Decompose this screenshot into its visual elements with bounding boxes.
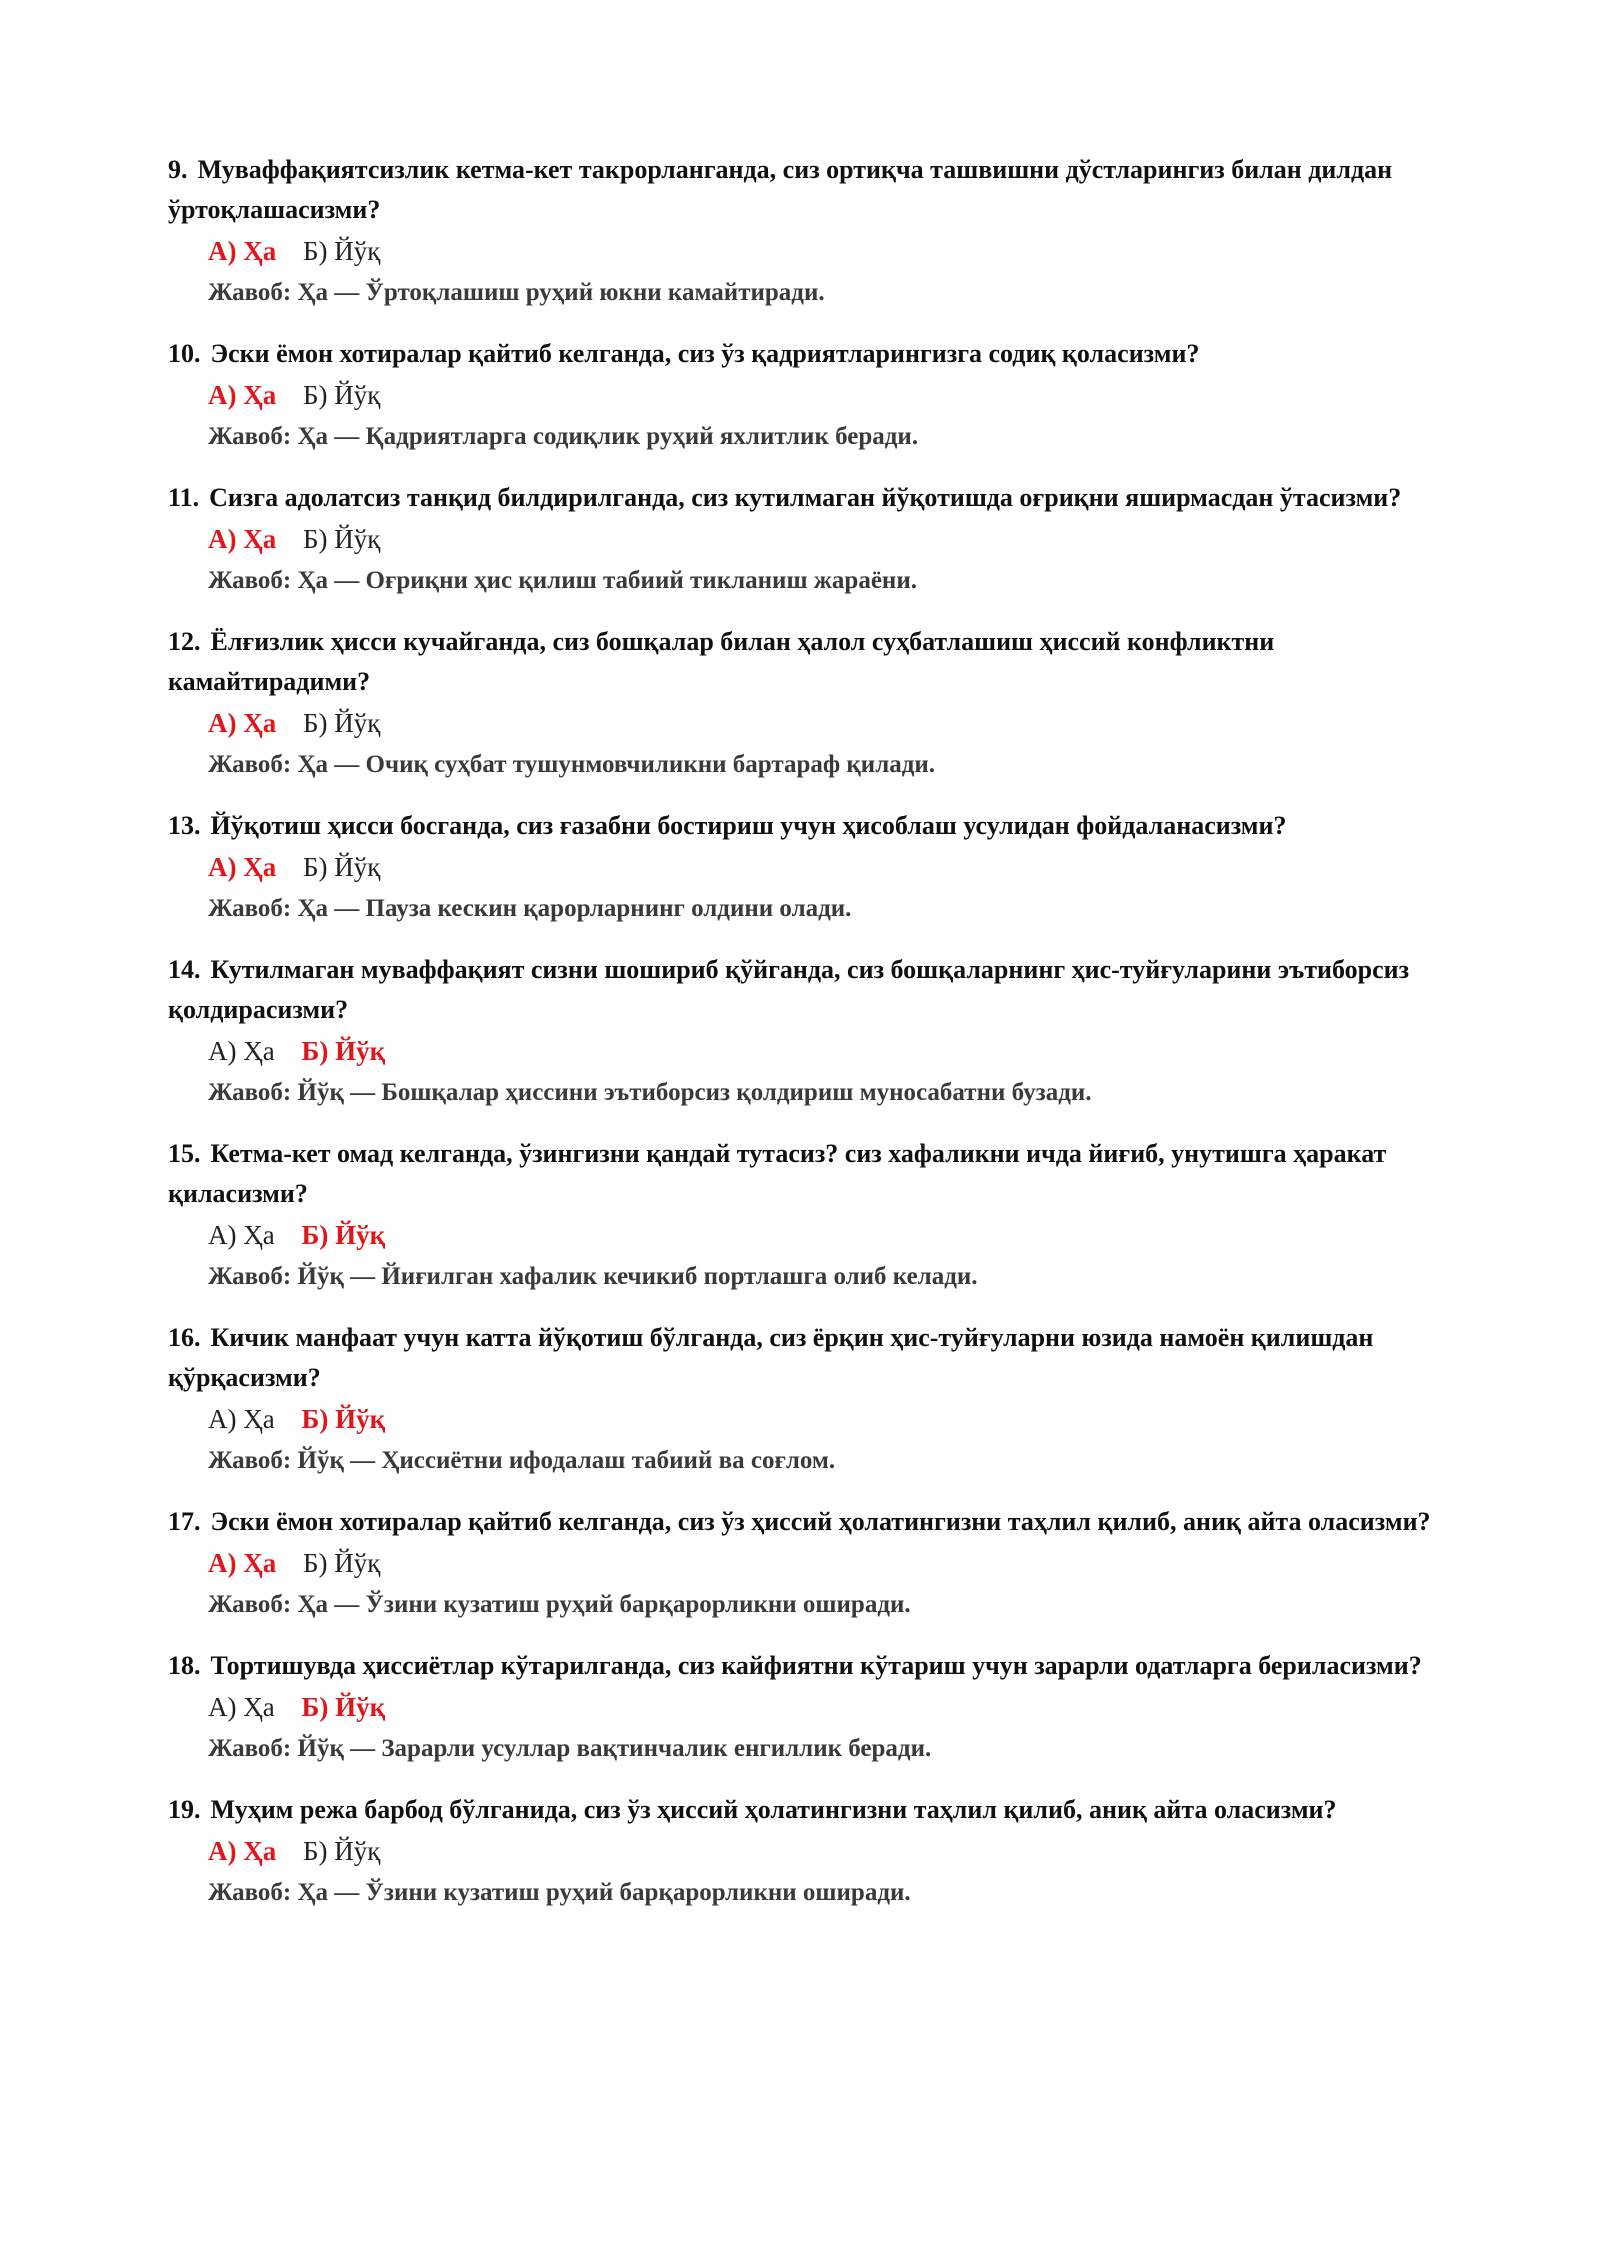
option-a: А) Ҳа	[208, 1220, 275, 1250]
question-block-15	[168, 1134, 1440, 1298]
answer-text: Жавоб: Ҳа — Қадриятларга содиқлик руҳий яхлитлик беради.	[208, 423, 919, 450]
answer-text: Жавоб: Йўқ — Бошқалар ҳиссини эътиборсиз қолдириш муносабатни бузади.	[208, 1079, 1092, 1106]
options-row	[168, 846, 1440, 888]
option-a: А) Ҳа	[208, 708, 277, 738]
answer-text: Жавоб: Ҳа — Ўртоқлашиш руҳий юкни камайтиради.	[208, 279, 825, 306]
options-row	[168, 230, 1440, 272]
question-body: Муваффақиятсизлик кетма-кет такрорланганда, сиз ортиқча ташвишни дўстларингиз билан дилдан ўртоқлашасизми?	[168, 155, 1393, 224]
question-text	[168, 1790, 1440, 1830]
question-block-11	[168, 478, 1440, 602]
option-b: Б) Йўқ	[301, 1404, 386, 1434]
question-number: 15.	[168, 1139, 201, 1168]
option-b: Б) Йўқ	[303, 524, 381, 554]
question-body: Йўқотиш ҳисси босганда, сиз ғазабни бостириш учун ҳисоблаш усулидан фойдаланасизми?	[210, 811, 1287, 840]
question-number: 13.	[168, 811, 201, 840]
question-number: 11.	[168, 483, 200, 512]
option-a: А) Ҳа	[208, 852, 277, 882]
options-row	[168, 518, 1440, 560]
question-text	[168, 150, 1440, 230]
question-block-17	[168, 1502, 1440, 1626]
question-block-16	[168, 1318, 1440, 1482]
option-b: Б) Йўқ	[303, 1836, 381, 1866]
question-text	[168, 622, 1440, 702]
answer-text: Жавоб: Ҳа — Оғриқни ҳис қилиш табиий тикланиш жараёни.	[208, 567, 917, 594]
question-body: Эски ёмон хотиралар қайтиб келганда, сиз ўз қадриятларингизга содиқ қоласизми?	[210, 339, 1200, 368]
options-row	[168, 702, 1440, 744]
answer-text: Жавоб: Ҳа — Очиқ суҳбат тушунмовчиликни бартараф қилади.	[208, 751, 936, 778]
question-body: Кутилмаган муваффақият сизни шошириб қўйганда, сиз бошқаларнинг ҳис-туйғуларини эътиборсиз қолдирасизми?	[168, 955, 1410, 1024]
options-row	[168, 1214, 1440, 1256]
option-a: А) Ҳа	[208, 1836, 277, 1866]
options-row	[168, 1686, 1440, 1728]
question-body: Ёлғизлик ҳисси кучайганда, сиз бошқалар билан ҳалол суҳбатлашиш ҳиссий конфликтни камайтирадими?	[168, 627, 1275, 696]
option-b: Б) Йўқ	[303, 236, 381, 266]
question-body: Эски ёмон хотиралар қайтиб келганда, сиз ўз ҳиссий ҳолатингизни таҳлил қилиб, аниқ айта оласизми?	[210, 1507, 1431, 1536]
question-body: Сизга адолатсиз танқид билдирилганда, сиз кутилмаган йўқотишда оғриқни яширмасдан ўтасизми?	[209, 483, 1402, 512]
answer-text: Жавоб: Йўқ — Ҳиссиётни ифодалаш табиий ва соғлом.	[208, 1447, 836, 1474]
answer-text: Жавоб: Ҳа — Ўзини кузатиш руҳий барқарорликни оширади.	[208, 1879, 911, 1906]
question-text	[168, 806, 1440, 846]
options-row	[168, 1398, 1440, 1440]
option-a: А) Ҳа	[208, 380, 277, 410]
option-a: А) Ҳа	[208, 1404, 275, 1434]
question-text	[168, 1502, 1440, 1542]
answer-text: Жавоб: Ҳа — Пауза кескин қарорларнинг олдини олади.	[208, 895, 852, 922]
option-b: Б) Йўқ	[301, 1692, 386, 1722]
question-block-19	[168, 1790, 1440, 1914]
question-number: 19.	[168, 1795, 201, 1824]
option-a: А) Ҳа	[208, 236, 277, 266]
option-b: Б) Йўқ	[303, 380, 381, 410]
options-row	[168, 374, 1440, 416]
question-body: Муҳим режа барбод бўлганида, сиз ўз ҳиссий ҳолатингизни таҳлил қилиб, аниқ айта оласизми?	[210, 1795, 1337, 1824]
question-text	[168, 478, 1440, 518]
option-b: Б) Йўқ	[303, 852, 381, 882]
question-block-18	[168, 1646, 1440, 1770]
question-block-10	[168, 334, 1440, 458]
option-b: Б) Йўқ	[303, 1548, 381, 1578]
option-b: Б) Йўқ	[303, 708, 381, 738]
question-number: 18.	[168, 1651, 201, 1680]
question-text	[168, 1318, 1440, 1398]
answer-text: Жавоб: Йўқ — Йиғилган хафалик кечикиб портлашга олиб келади.	[208, 1263, 978, 1290]
question-number: 17.	[168, 1507, 201, 1536]
question-number: 9.	[168, 155, 188, 184]
question-block-14	[168, 950, 1440, 1114]
option-a: А) Ҳа	[208, 524, 277, 554]
option-a: А) Ҳа	[208, 1548, 277, 1578]
option-a: А) Ҳа	[208, 1692, 275, 1722]
option-b: Б) Йўқ	[301, 1036, 386, 1066]
question-text	[168, 950, 1440, 1030]
answer-text: Жавоб: Ҳа — Ўзини кузатиш руҳий барқарорликни оширади.	[208, 1591, 911, 1618]
answer-text: Жавоб: Йўқ — Зарарли усуллар вақтинчалик енгиллик беради.	[208, 1735, 932, 1762]
question-block-9	[168, 150, 1440, 314]
option-b: Б) Йўқ	[301, 1220, 386, 1250]
options-row	[168, 1030, 1440, 1072]
question-text	[168, 334, 1440, 374]
question-body: Кичик манфаат учун катта йўқотиш бўлганда, сиз ёрқин ҳис-туйғуларни юзида намоён қилишдан қўрқасизми?	[168, 1323, 1374, 1392]
option-a: А) Ҳа	[208, 1036, 275, 1066]
question-number: 12.	[168, 627, 201, 656]
question-number: 16.	[168, 1323, 201, 1352]
question-number: 10.	[168, 339, 201, 368]
options-row	[168, 1542, 1440, 1584]
question-number: 14.	[168, 955, 201, 984]
question-body: Кетма-кет омад келганда, ўзингизни қандай тутасиз? сиз хафаликни ичда йиғиб, унутишга ҳаракат қиласизми?	[168, 1139, 1387, 1208]
options-row	[168, 1830, 1440, 1872]
question-body: Тортишувда ҳиссиётлар кўтарилганда, сиз кайфиятни кўтариш учун зарарли одатларга бериласизми?	[210, 1651, 1422, 1680]
question-block-12	[168, 622, 1440, 786]
question-block-13	[168, 806, 1440, 930]
question-text	[168, 1646, 1440, 1686]
question-text	[168, 1134, 1440, 1214]
